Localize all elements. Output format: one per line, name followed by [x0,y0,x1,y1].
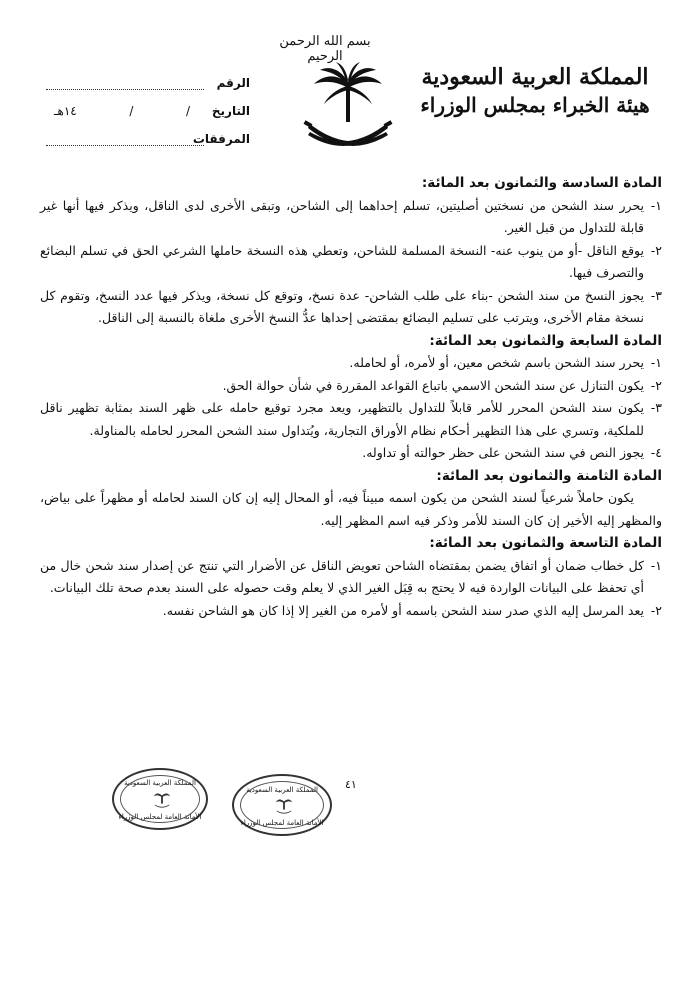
clause-number: ٢- [650,242,662,258]
article-paragraph: يكون حاملاً شرعياً لسند الشحن من يكون اسمه مبيناً فيه، أو المحال إليه إن كان السند لحامله أو مظهراً على بياض، والمظهر إليه الأخير إن كان السند للأمر وذكر فيه اسم المظهر إليه. [40,490,662,528]
clause-text: يكون التنازل عن سند الشحن الاسمي باتباع القواعد المقررة في شأن حوالة الحق. [222,377,644,393]
stamp-top-text: المملكة العربية السعودية [124,779,196,787]
official-stamp-left [112,768,208,830]
clause-number: ١- [650,355,662,370]
clause-text: يجوز النص في سند الشحن على حظر حوالته أو تداوله. [362,445,644,460]
ref-number-row [40,62,250,90]
clause-text: يكون سند الشحن المحرر للأمر قابلاً للتداول بالتظهير، ويعد مجرد توقيع حامله على ظهر السند بمثابة تظهير ناقل للملكية، وتسري على هذا التظهير أحكام نظام الأوراق التجارية، ويُتداول سند الشحن المحرر لحامله بالمناولة. [40,400,644,438]
clause-number: ٣- [650,400,662,415]
document-body [40,172,662,622]
date-sep-1: / [185,104,190,118]
stamp-emblem-icon [153,791,171,809]
clause [40,240,662,285]
date-row [40,90,250,118]
saudi-emblem-icon [300,62,396,154]
clause [40,600,662,623]
article-title: المادة السابعة والثمانون بعد المائة: [429,332,662,349]
article-title: المادة التاسعة والثمانون بعد المائة: [429,535,662,551]
clause [40,285,662,330]
attachments-row [40,118,250,146]
clause [40,195,662,240]
date-label: التاريخ [211,104,250,118]
clause [40,555,662,600]
stamp-top-text: المملكة العربية السعودية [246,786,318,794]
official-stamp-center [232,774,332,836]
clause-text: يوقع الناقل -أو من ينوب عنه- النسخة المسلمة للشاحن، وتعطي هذه النسخة حاملها الشرعي الحق في تسلم البضائع والتصرف فيها. [40,242,644,280]
ref-number-line [46,77,204,90]
stamp-emblem-icon [275,797,293,815]
basmala: بسم الله الرحمن الرحيم [279,34,371,64]
clause-text: كل خطاب ضمان أو اتفاق يضمن بمقتضاه الشاحن تعويض الناقل عن الأضرار التي تنتج عن إصدار سند شحن خال من أي تحفظ على البيانات الواردة فيه لا يحتج به قِبَل الغير الذي لا يعلم وقت حصوله على السند بعدم صحة تلك البيانات. [40,557,644,595]
clause-text: يحرر سند الشحن من نسختين أصليتين، تسلم إحداهما إلى الشاحن، وتبقى الأخرى لدى الناقل، ويذكر فيها أنها غير قابلة للتداول من قبل الغير. [40,197,644,235]
kingdom-name: المملكة العربية السعودية [421,64,649,90]
clause-text: يجوز النسخ من سند الشحن -بناء على طلب الشاحن- عدة نسخ، وتوقع كل نسخة، ويذكر فيها عدد النسخ، وتقوم كل نسخة مقام الأخرى، ويترتب على تسليم البضائع بمقتضى إحداها عدُّ النسخ الأخرى ملغاة بالنسبة إلى الناقل. [40,287,644,325]
attachments-line [46,133,204,146]
clause-number: ٤- [650,445,662,460]
stamp-bottom-text: الأمانة العامة لمجلس الوزراء [118,813,202,821]
page-number: ٤١ [345,778,357,791]
issuer-header [410,62,660,118]
clause [40,442,662,465]
date-year: ١٤هـ [54,104,77,118]
article-title: المادة السادسة والثمانون بعد المائة: [421,175,662,191]
date-sep-2: / [129,104,134,118]
reference-block [40,62,250,146]
clause [40,375,662,398]
clause-number: ١- [650,197,662,213]
clause-number: ٢- [650,602,662,618]
clause-number: ٢- [650,377,662,393]
clause-text: يحرر سند الشحن باسم شخص معين، أو لأمره، أو لحامله. [349,355,644,370]
date-value [40,104,204,118]
stamp-bottom-text: الأمانة العامة لمجلس الوزراء [240,819,324,827]
clause [40,352,662,375]
authority-name: هيئة الخبراء بمجلس الوزراء [420,93,650,117]
clause-number: ٣- [650,287,662,303]
clause [40,397,662,442]
ref-number-label: الرقم [216,76,250,90]
attachments-label: المرفقات [192,132,250,146]
article-title: المادة الثامنة والثمانون بعد المائة: [436,467,662,484]
clause-number: ١- [650,557,662,573]
clause-text: يعد المرسل إليه الذي صدر سند الشحن باسمه أو لأمره من الغير إلا إذا كان هو الشاحن نفسه. [162,602,644,618]
